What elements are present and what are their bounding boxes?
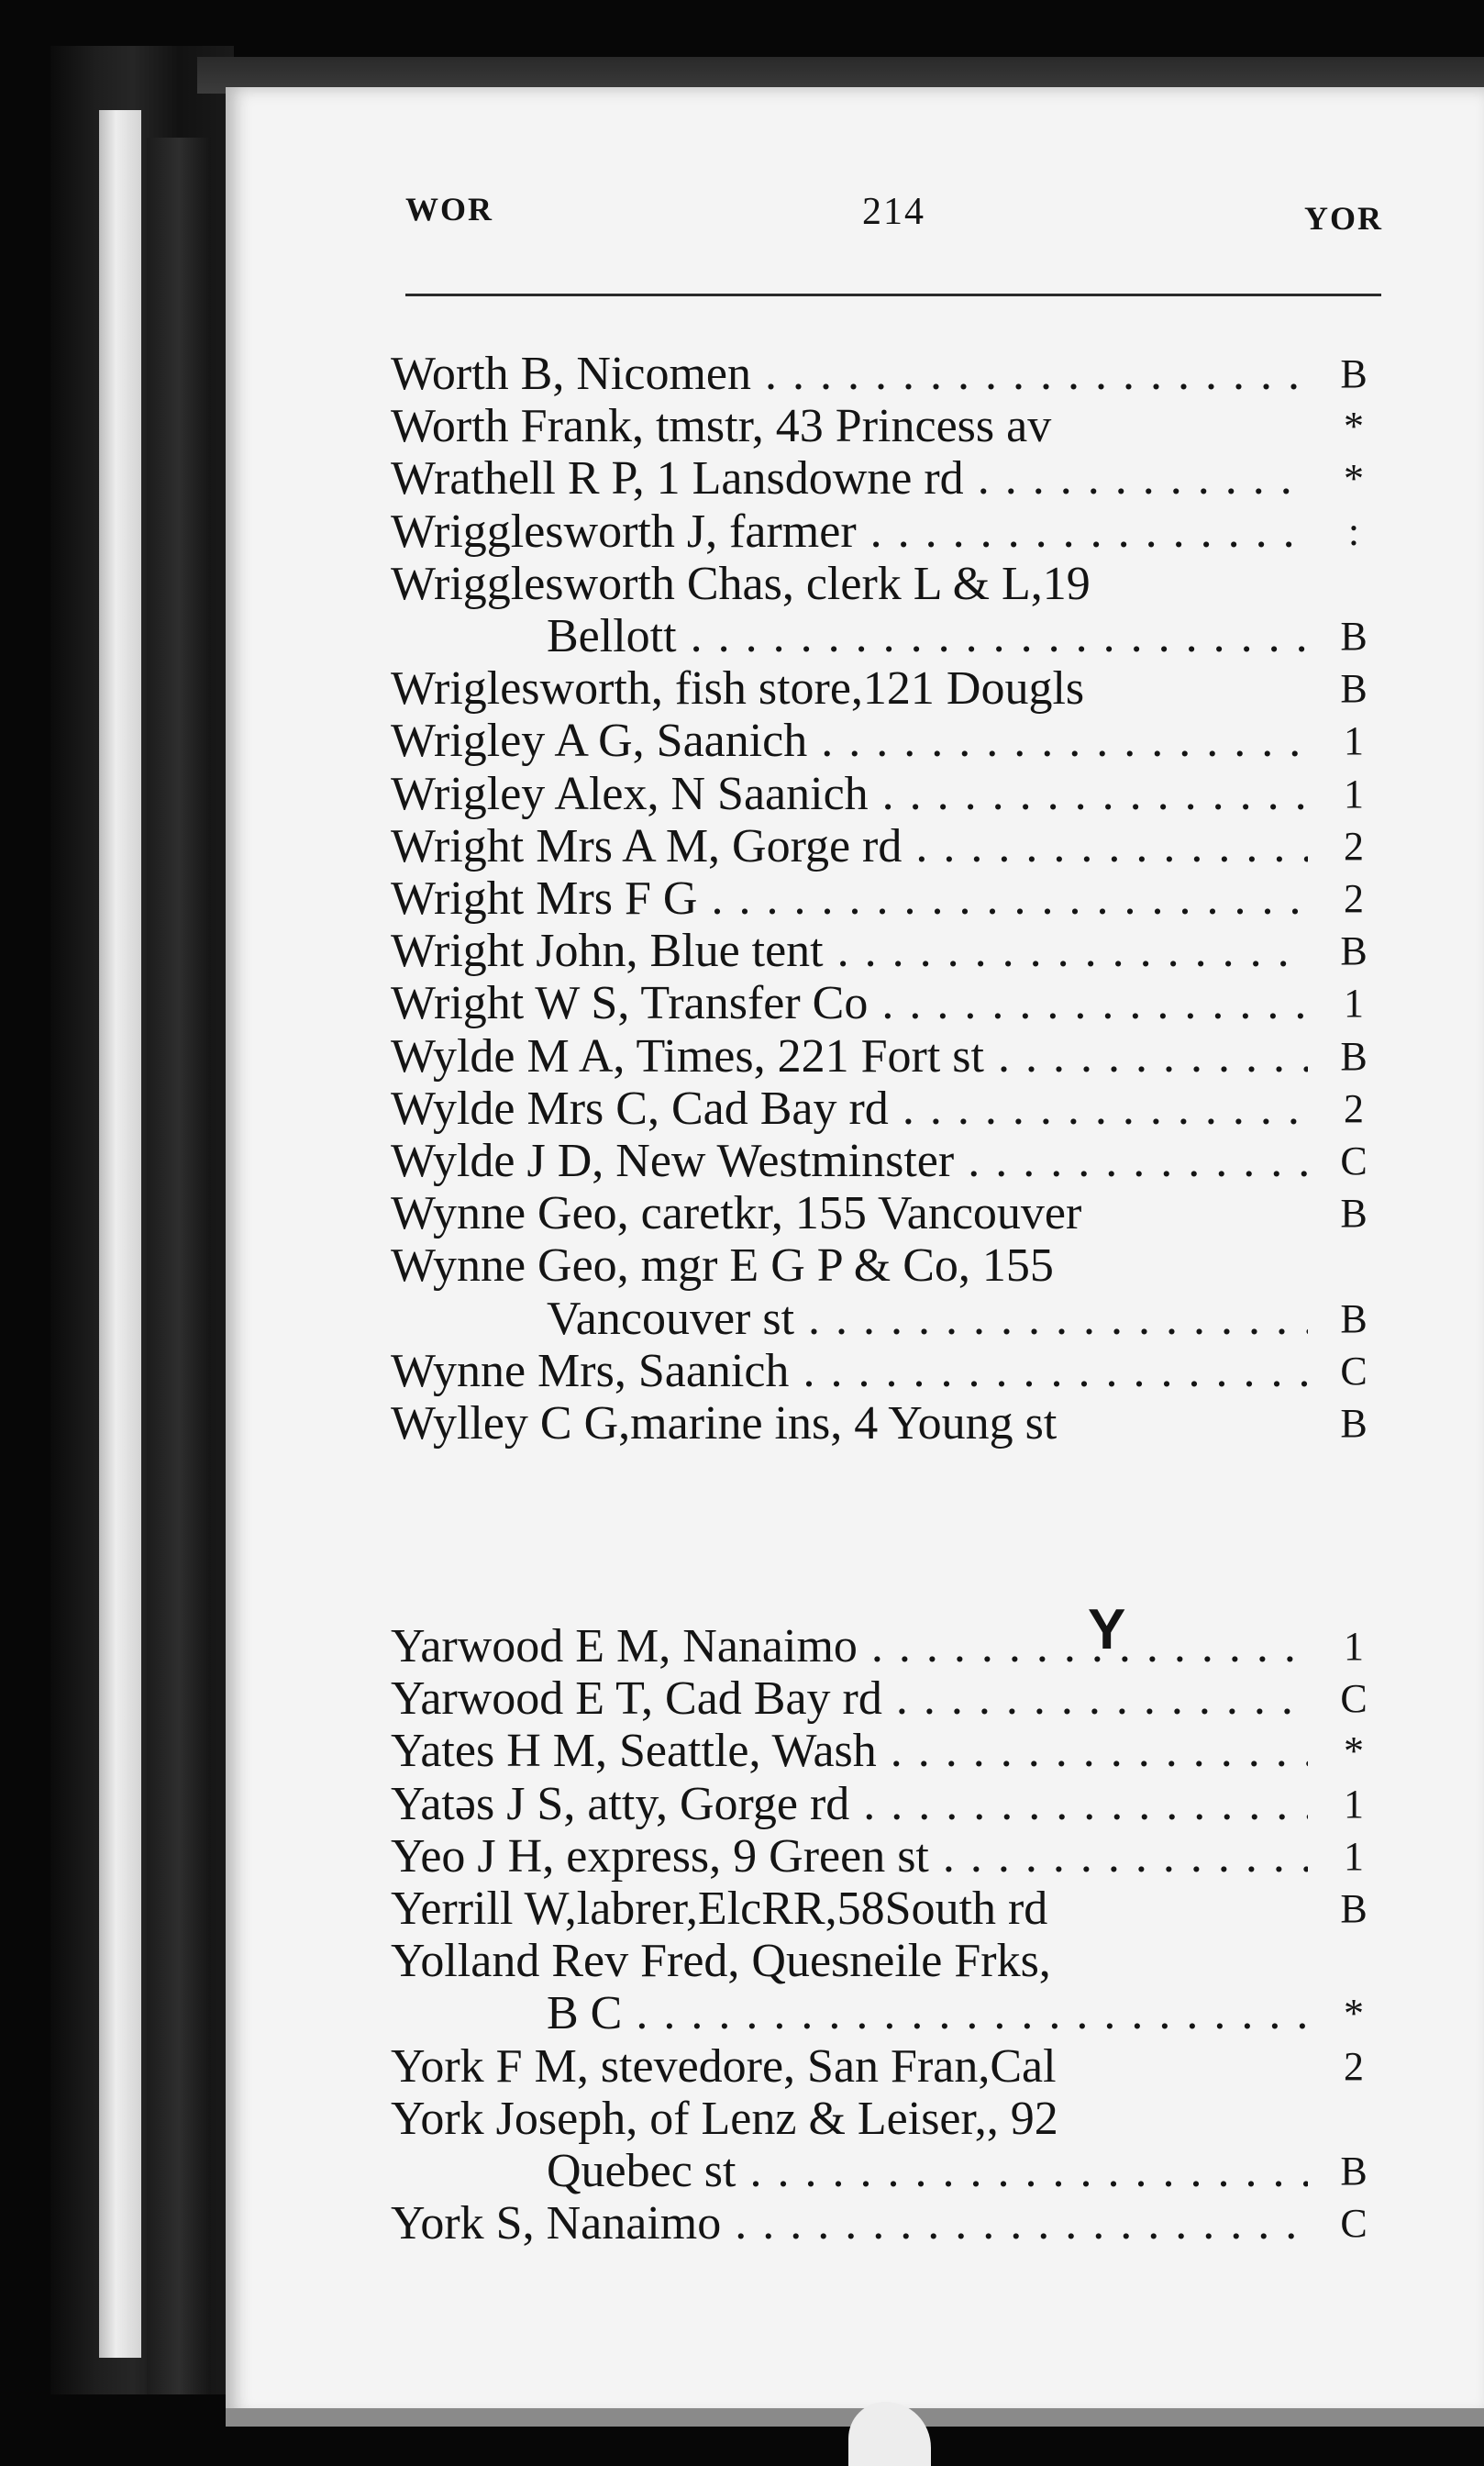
directory-entry bbox=[391, 714, 1400, 769]
directory-entry bbox=[391, 1934, 1400, 1989]
entry-name: Wynne Geo, caretkr, 155 Vancouver bbox=[391, 1187, 1082, 1240]
entry-code: 2 bbox=[1344, 823, 1364, 869]
entry-name: Wylde J D, New Westminster . . . bbox=[391, 1135, 1308, 1187]
entry-code: B bbox=[1340, 614, 1368, 659]
entry-text bbox=[391, 1777, 1308, 1832]
directory-entry-continuation bbox=[391, 1986, 1400, 2041]
directory-entry bbox=[391, 2039, 1400, 2094]
directory-entry bbox=[391, 1396, 1400, 1451]
entry-name: Wrigglesworth J, farmer . . . bbox=[391, 505, 1308, 558]
entry-name: Wriglesworth, fish store,121 Dougls bbox=[391, 662, 1085, 716]
entry-code: 1 bbox=[1344, 981, 1364, 1027]
entry-text bbox=[391, 1239, 1308, 1294]
directory-entry bbox=[391, 505, 1400, 560]
entry-code: C bbox=[1340, 1348, 1368, 1394]
directory-entry bbox=[391, 1619, 1400, 1674]
entry-text bbox=[391, 1934, 1308, 1989]
entry-name: Yolland Rev Fred, Quesneile Frks, bbox=[391, 1935, 1051, 1988]
directory-entry bbox=[391, 1134, 1400, 1189]
entry-name: Wright W S, Transfer Co . . . bbox=[391, 977, 1308, 1029]
directory-entry-continuation bbox=[391, 1292, 1400, 1347]
entry-name: B C . . . bbox=[547, 1987, 1308, 2039]
directory-entry bbox=[391, 2196, 1400, 2251]
entry-text bbox=[391, 505, 1308, 560]
entry-name: Vancouver st . . . bbox=[547, 1293, 1308, 1345]
entry-text bbox=[391, 2196, 1308, 2251]
entry-code: 1 bbox=[1344, 1624, 1364, 1669]
entry-text bbox=[547, 609, 1308, 664]
entry-text bbox=[391, 399, 1308, 454]
entry-code: * bbox=[1344, 1728, 1364, 1774]
entry-text bbox=[391, 1396, 1308, 1451]
entry-text bbox=[391, 1344, 1308, 1399]
entry-text bbox=[391, 661, 1308, 716]
directory-entry bbox=[391, 1029, 1400, 1084]
entry-name: Yatəs J S, atty, Gorge rd . . . bbox=[391, 1778, 1308, 1830]
entry-code: C bbox=[1340, 1139, 1368, 1183]
header-right-guide: YOR bbox=[1304, 200, 1383, 237]
entry-code: B bbox=[1340, 1295, 1368, 1341]
entry-name: Yarwood E T, Cad Bay rd . . . bbox=[391, 1672, 1308, 1725]
entry-name: Bellott . . . bbox=[547, 610, 1308, 662]
entry-code: 2 bbox=[1344, 876, 1364, 921]
directory-entry bbox=[391, 347, 1400, 402]
entry-code: 1 bbox=[1344, 771, 1364, 816]
entry-code: 2 bbox=[1344, 1085, 1364, 1131]
entry-name: Wylde Mrs C, Cad Bay rd . . . bbox=[391, 1083, 1308, 1135]
entry-name: Yarwood E M, Nanaimo . . . bbox=[391, 1620, 1308, 1672]
directory-entry bbox=[391, 1186, 1400, 1241]
entry-code: B bbox=[1340, 351, 1368, 396]
section-letter-y: Y bbox=[1088, 1598, 1126, 1661]
entry-text bbox=[391, 1724, 1308, 1779]
entry-name: Wright John, Blue tent . . . bbox=[391, 925, 1308, 977]
directory-entry bbox=[391, 767, 1400, 822]
entry-text bbox=[391, 2092, 1308, 2147]
entry-text bbox=[547, 2144, 1308, 2199]
entry-text bbox=[391, 1134, 1308, 1189]
entry-name: Yeo J H, express, 9 Green st . . . bbox=[391, 1830, 1308, 1883]
entry-text bbox=[391, 767, 1308, 822]
binding-shadow bbox=[147, 138, 211, 2394]
directory-entry bbox=[391, 399, 1400, 454]
entry-text bbox=[391, 557, 1308, 612]
entry-code: B bbox=[1340, 1886, 1368, 1931]
entry-code: * bbox=[1344, 1991, 1364, 2037]
directory-entry bbox=[391, 1672, 1400, 1727]
running-header bbox=[405, 190, 1383, 245]
directory-entry bbox=[391, 661, 1400, 716]
header-rule bbox=[405, 294, 1381, 296]
entry-text bbox=[391, 1619, 1308, 1674]
directory-entry bbox=[391, 1344, 1400, 1399]
entry-code: * bbox=[1344, 404, 1364, 450]
entry-code: B bbox=[1340, 1401, 1368, 1446]
entry-code: C bbox=[1340, 1676, 1368, 1722]
entry-code: B bbox=[1340, 1033, 1368, 1079]
directory-entry bbox=[391, 1882, 1400, 1937]
entry-name: Wrathell R P, 1 Lansdowne rd . . . bbox=[391, 452, 1308, 505]
entry-text bbox=[391, 1672, 1308, 1727]
entry-text bbox=[547, 1292, 1308, 1347]
entry-text bbox=[391, 347, 1308, 402]
entry-name: York F M, stevedore, San Fran,Cal bbox=[391, 2039, 1057, 2093]
entry-text bbox=[391, 1082, 1308, 1137]
entry-name: Wrigley A G, Saanich . . . bbox=[391, 715, 1308, 767]
entry-code: C bbox=[1340, 2201, 1368, 2247]
entry-name: Worth B, Nicomen . . . bbox=[391, 348, 1308, 400]
entry-text bbox=[391, 1186, 1308, 1241]
directory-page bbox=[226, 87, 1484, 2417]
entry-name: York S, Nanaimo . . . bbox=[391, 2197, 1308, 2249]
entry-text bbox=[391, 451, 1308, 506]
directory-entry bbox=[391, 1082, 1400, 1137]
entry-name: Wright Mrs A M, Gorge rd . . . bbox=[391, 820, 1308, 872]
directory-entry bbox=[391, 2092, 1400, 2147]
entry-text bbox=[391, 1829, 1308, 1884]
entry-text bbox=[391, 976, 1308, 1031]
header-left-guide: WOR bbox=[405, 191, 493, 228]
directory-entry bbox=[391, 924, 1400, 979]
directory-entry bbox=[391, 819, 1400, 874]
entry-code: 1 bbox=[1344, 718, 1364, 764]
entry-code: B bbox=[1340, 1191, 1368, 1237]
directory-entry-continuation bbox=[391, 2144, 1400, 2199]
entry-text bbox=[391, 1029, 1308, 1084]
directory-entry bbox=[391, 1777, 1400, 1832]
directory-entry-continuation bbox=[391, 609, 1400, 664]
page-number: 214 bbox=[862, 191, 925, 233]
entry-code: B bbox=[1340, 666, 1368, 712]
directory-entry bbox=[391, 976, 1400, 1031]
page-edge bbox=[99, 110, 141, 2358]
directory-entry bbox=[391, 451, 1400, 506]
entry-text bbox=[391, 819, 1308, 874]
entry-text bbox=[391, 1882, 1308, 1937]
entry-code: B bbox=[1340, 928, 1368, 974]
entry-name: Wright Mrs F G . . . bbox=[391, 872, 1308, 925]
entry-text bbox=[391, 872, 1308, 927]
entry-name: Wylley C G,marine ins, 4 Young st bbox=[391, 1397, 1058, 1450]
directory-entry bbox=[391, 557, 1400, 612]
entry-name: Wynne Geo, mgr E G P & Co, 155 bbox=[391, 1239, 1054, 1293]
entry-name: Wrigglesworth Chas, clerk L & L,19 bbox=[391, 557, 1091, 610]
entry-name: Yerrill W,labrer,ElcRR,58South rd bbox=[391, 1883, 1048, 1935]
entry-name: Quebec st . . . bbox=[547, 2145, 1308, 2197]
entry-code: : bbox=[1347, 508, 1360, 554]
entry-name: Worth Frank, tmstr, 43 Princess av bbox=[391, 400, 1052, 453]
directory-entry bbox=[391, 872, 1400, 927]
entry-name: York Joseph, of Lenz & Leiser,, 92 bbox=[391, 2092, 1058, 2145]
entry-name: Yates H M, Seattle, Wash . . . bbox=[391, 1725, 1308, 1777]
entry-code: 1 bbox=[1344, 1781, 1364, 1827]
entry-code: * bbox=[1344, 456, 1364, 502]
entry-name: Wynne Mrs, Saanich . . . bbox=[391, 1345, 1308, 1397]
entry-text bbox=[391, 924, 1308, 979]
entry-text bbox=[547, 1986, 1308, 2041]
entry-text bbox=[391, 2039, 1308, 2094]
entry-code: 1 bbox=[1344, 1833, 1364, 1879]
directory-entry bbox=[391, 1829, 1400, 1884]
entry-text bbox=[391, 714, 1308, 769]
directory-entry bbox=[391, 1724, 1400, 1779]
entry-name: Wylde M A, Times, 221 Fort st . . . bbox=[391, 1030, 1308, 1083]
entry-name: Wrigley Alex, N Saanich . . . bbox=[391, 768, 1308, 820]
entry-code: 2 bbox=[1344, 2043, 1364, 2089]
entry-code: B bbox=[1340, 2149, 1368, 2194]
directory-entry bbox=[391, 1239, 1400, 1294]
